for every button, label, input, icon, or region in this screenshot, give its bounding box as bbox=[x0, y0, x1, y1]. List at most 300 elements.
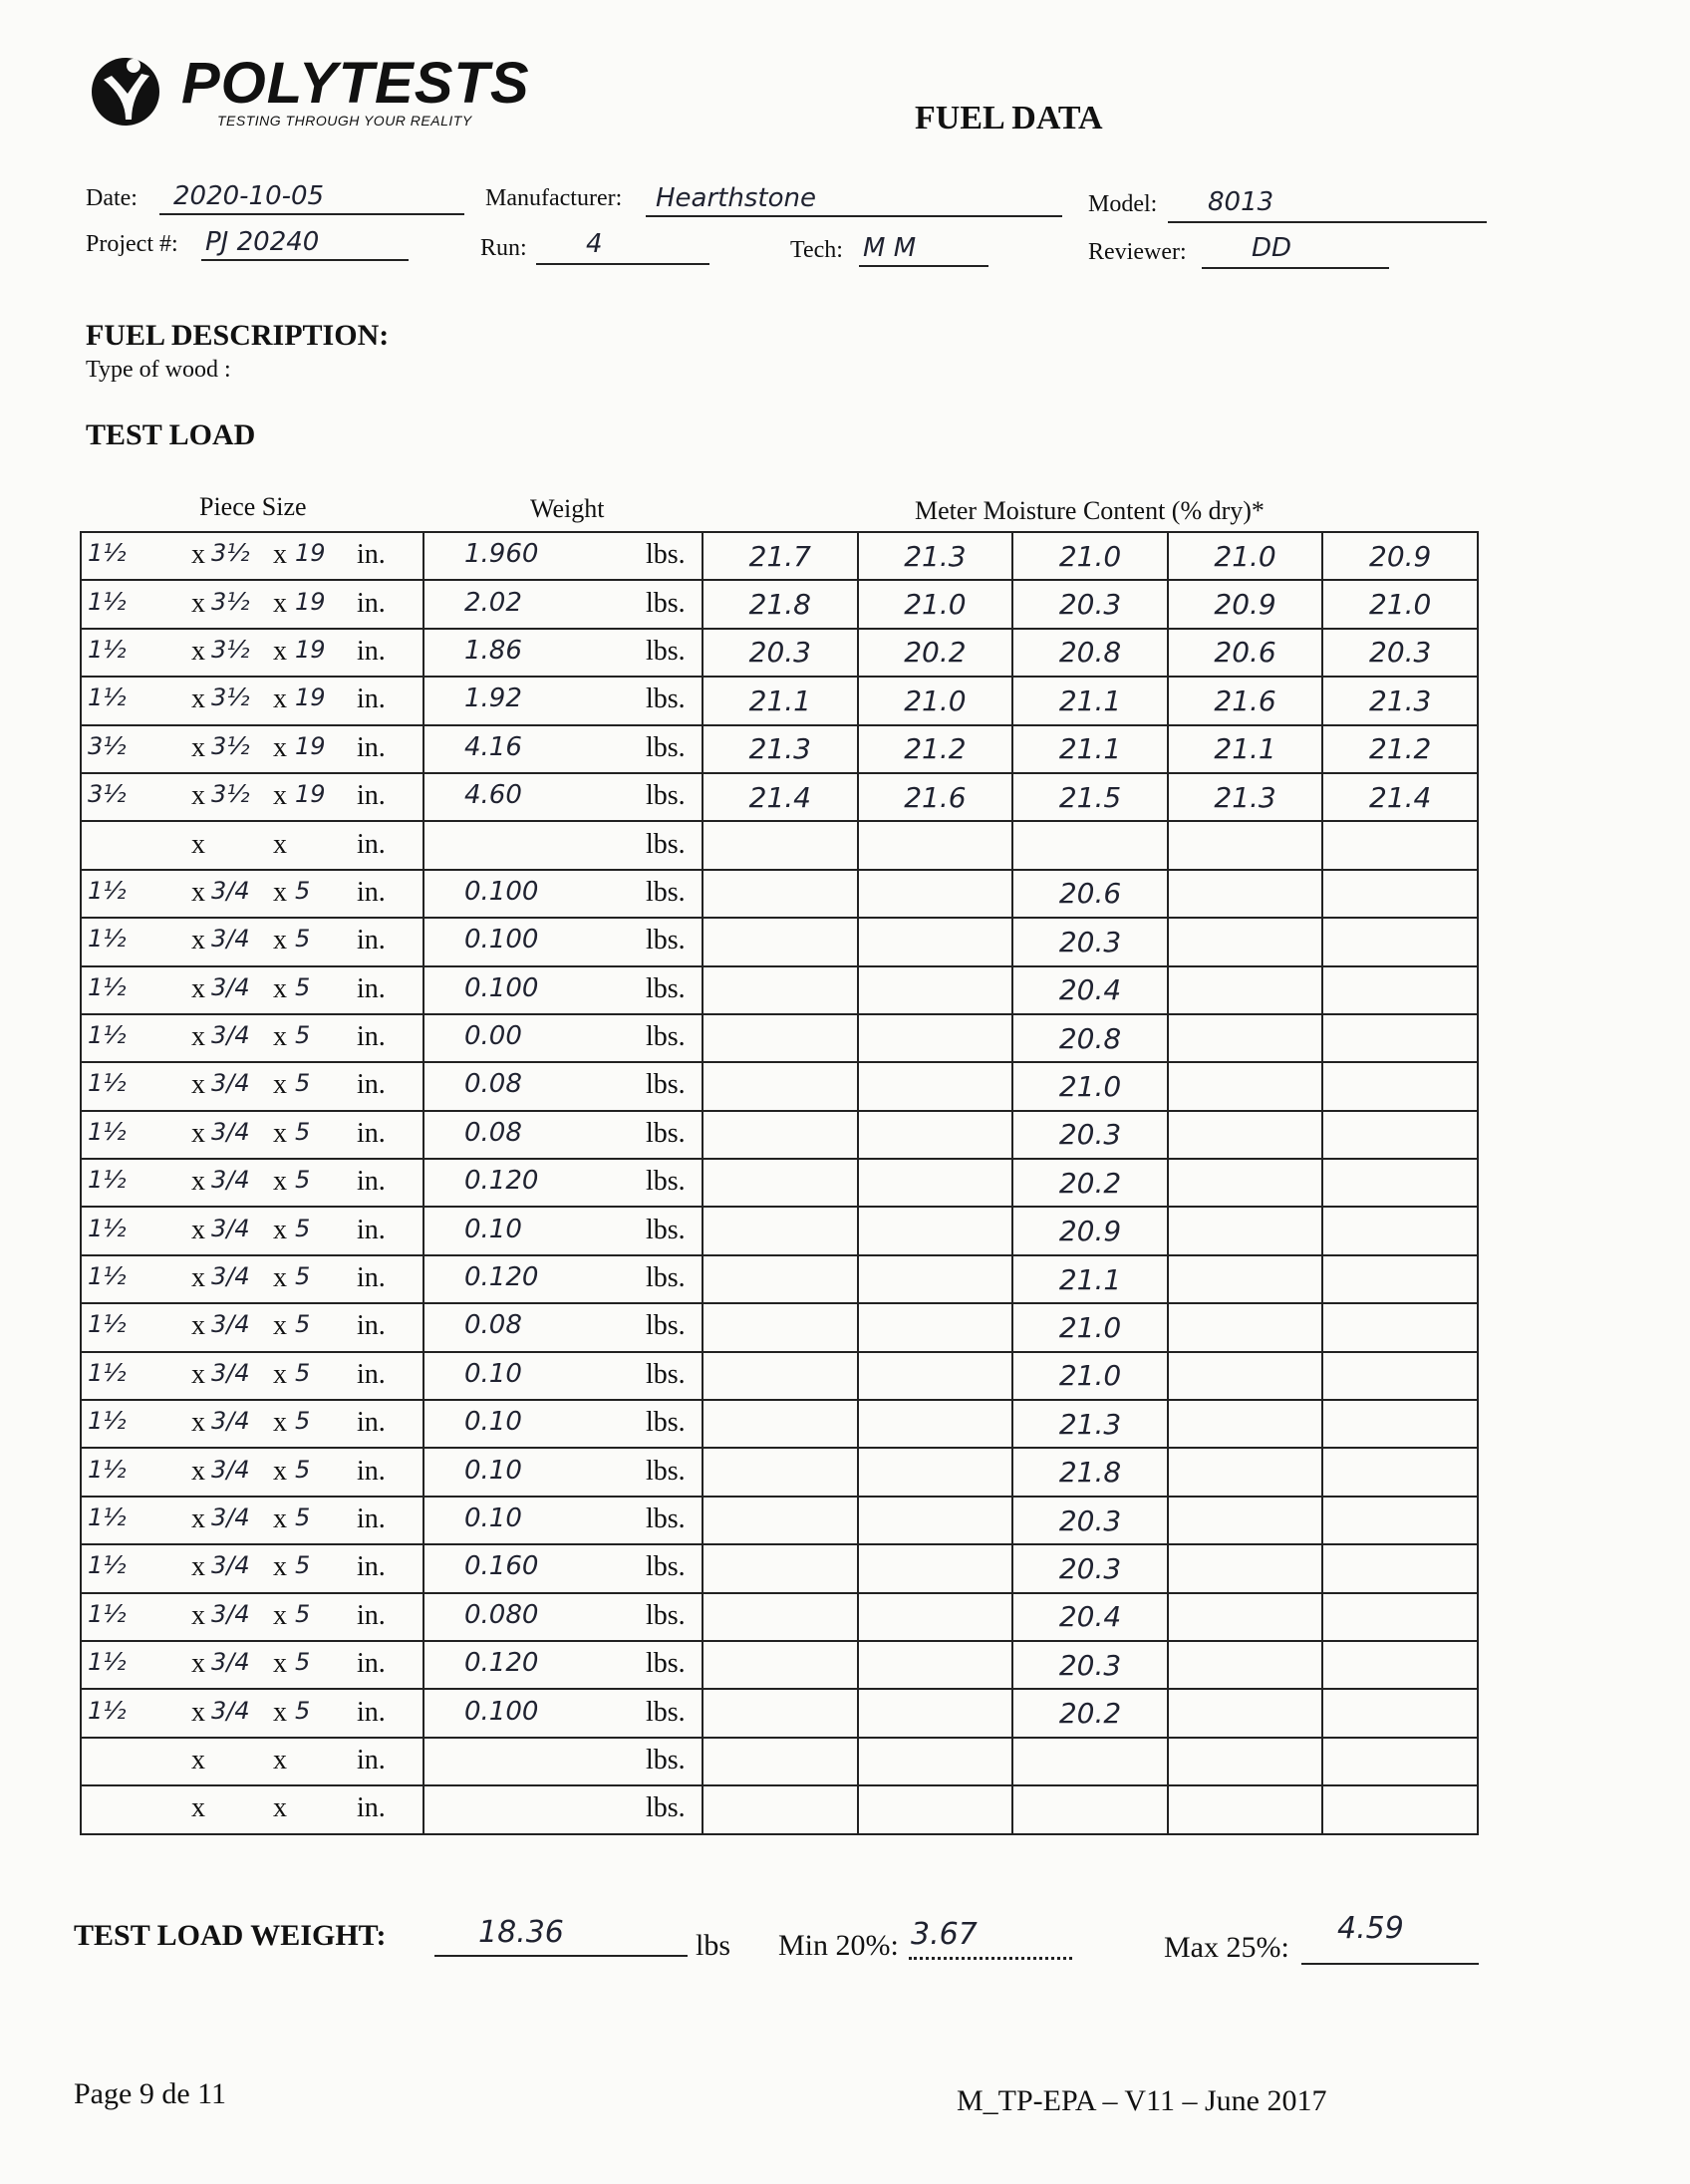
piece-thickness: 1½ bbox=[88, 1358, 127, 1387]
weight-cell[interactable] bbox=[423, 1062, 703, 1110]
piece-size-cell[interactable] bbox=[81, 1062, 423, 1110]
moisture-reading-1[interactable] bbox=[703, 1593, 858, 1641]
piece-thickness: 1½ bbox=[88, 1551, 127, 1580]
times-sign: x bbox=[273, 1648, 287, 1680]
times-sign: x bbox=[191, 1407, 205, 1439]
weight-cell[interactable] bbox=[423, 1785, 703, 1833]
moisture-reading-4[interactable] bbox=[1168, 1641, 1323, 1689]
times-sign: x bbox=[191, 1262, 205, 1294]
piece-size-cell[interactable] bbox=[81, 532, 423, 580]
table-row bbox=[81, 1400, 1478, 1448]
times-sign: x bbox=[191, 780, 205, 812]
run-value: 4 bbox=[586, 229, 603, 259]
times-sign: x bbox=[191, 1069, 205, 1101]
moisture-reading-1[interactable] bbox=[703, 1111, 858, 1159]
moisture-reading-4[interactable] bbox=[1168, 1111, 1323, 1159]
lbs-unit: lbs. bbox=[646, 1407, 686, 1439]
moisture-reading-1[interactable] bbox=[703, 1014, 858, 1062]
moisture-reading-5[interactable] bbox=[1322, 1255, 1478, 1303]
moisture-reading-4[interactable] bbox=[1168, 1255, 1323, 1303]
piece-size-cell[interactable] bbox=[81, 1111, 423, 1159]
moisture-reading-3[interactable]: 20.3 bbox=[1012, 1544, 1168, 1592]
times-sign: x bbox=[191, 1021, 205, 1053]
moisture-reading-2[interactable] bbox=[858, 1689, 1013, 1737]
max-25-field[interactable] bbox=[1301, 1911, 1479, 1965]
moisture-reading-3[interactable]: 20.4 bbox=[1012, 966, 1168, 1014]
moisture-reading-1[interactable]: 21.7 bbox=[703, 532, 858, 580]
piece-size-cell[interactable] bbox=[81, 1159, 423, 1207]
piece-size-cell[interactable] bbox=[81, 1641, 423, 1689]
weight-cell[interactable] bbox=[423, 1497, 703, 1544]
piece-size-header: Piece Size bbox=[199, 492, 307, 521]
table-row bbox=[81, 870, 1478, 918]
weight-cell[interactable] bbox=[423, 1738, 703, 1785]
lbs-unit: lbs. bbox=[646, 1358, 686, 1390]
times-sign: x bbox=[191, 1648, 205, 1680]
weight-cell[interactable] bbox=[423, 725, 703, 773]
manufacturer-value: Hearthstone bbox=[656, 183, 816, 213]
moisture-reading-1[interactable] bbox=[703, 1641, 858, 1689]
moisture-reading-5[interactable] bbox=[1322, 1352, 1478, 1400]
piece-size-cell[interactable] bbox=[81, 1497, 423, 1544]
inch-unit: in. bbox=[357, 587, 386, 619]
inch-unit: in. bbox=[357, 1503, 386, 1534]
moisture-reading-1[interactable] bbox=[703, 1159, 858, 1207]
moisture-reading-3[interactable] bbox=[1012, 1738, 1168, 1785]
piece-thickness: 1½ bbox=[88, 1407, 127, 1436]
moisture-reading-1[interactable]: 20.3 bbox=[703, 629, 858, 677]
moisture-reading-5[interactable] bbox=[1322, 1111, 1478, 1159]
moisture-reading-1[interactable] bbox=[703, 1689, 858, 1737]
times-sign: x bbox=[273, 1599, 287, 1631]
weight-value: 0.10 bbox=[464, 1214, 522, 1244]
moisture-reading-2[interactable] bbox=[858, 1111, 1013, 1159]
moisture-reading-4[interactable]: 21.6 bbox=[1168, 677, 1323, 724]
moisture-reading-4[interactable] bbox=[1168, 1062, 1323, 1110]
moisture-reading-5[interactable] bbox=[1322, 1159, 1478, 1207]
table-row bbox=[81, 1689, 1478, 1737]
times-sign: x bbox=[273, 1696, 287, 1728]
weight-cell[interactable] bbox=[423, 1255, 703, 1303]
moisture-reading-4[interactable] bbox=[1168, 870, 1323, 918]
test-load-weight-field[interactable] bbox=[434, 1915, 688, 1957]
piece-width: 3/4 bbox=[211, 1648, 250, 1677]
lbs-unit: lbs. bbox=[646, 1021, 686, 1053]
inch-unit: in. bbox=[357, 1069, 386, 1101]
inch-unit: in. bbox=[357, 539, 386, 571]
weight-cell[interactable] bbox=[423, 677, 703, 724]
moisture-reading-4[interactable] bbox=[1168, 821, 1323, 869]
moisture-reading-3[interactable]: 20.2 bbox=[1012, 1689, 1168, 1737]
inch-unit: in. bbox=[357, 1792, 386, 1824]
moisture-reading-3[interactable]: 21.1 bbox=[1012, 677, 1168, 724]
moisture-reading-4[interactable]: 20.9 bbox=[1168, 580, 1323, 628]
tech-field[interactable] bbox=[859, 231, 988, 267]
moisture-reading-1[interactable] bbox=[703, 918, 858, 965]
piece-thickness: 3½ bbox=[88, 731, 127, 760]
moisture-reading-1[interactable] bbox=[703, 1255, 858, 1303]
moisture-reading-2[interactable] bbox=[858, 1497, 1013, 1544]
piece-length: 5 bbox=[295, 876, 311, 905]
weight-cell[interactable] bbox=[423, 1159, 703, 1207]
times-sign: x bbox=[191, 1551, 205, 1583]
moisture-reading-1[interactable] bbox=[703, 870, 858, 918]
moisture-reading-3[interactable] bbox=[1012, 821, 1168, 869]
moisture-reading-1[interactable] bbox=[703, 1544, 858, 1592]
moisture-reading-5[interactable]: 21.4 bbox=[1322, 773, 1478, 821]
moisture-reading-4[interactable] bbox=[1168, 1207, 1323, 1254]
lbs-unit: lbs. bbox=[646, 925, 686, 956]
weight-value: 0.08 bbox=[464, 1117, 522, 1148]
inch-unit: in. bbox=[357, 1455, 386, 1487]
moisture-reading-4[interactable]: 21.3 bbox=[1168, 773, 1323, 821]
times-sign: x bbox=[191, 1166, 205, 1198]
moisture-reading-3[interactable]: 21.0 bbox=[1012, 1062, 1168, 1110]
min-20-label: Min 20%: bbox=[778, 1929, 899, 1962]
moisture-reading-4[interactable] bbox=[1168, 1544, 1323, 1592]
moisture-reading-5[interactable] bbox=[1322, 1738, 1478, 1785]
moisture-reading-2[interactable] bbox=[858, 1062, 1013, 1110]
moisture-reading-4[interactable] bbox=[1168, 1014, 1323, 1062]
weight-cell[interactable] bbox=[423, 1641, 703, 1689]
weight-cell[interactable] bbox=[423, 1303, 703, 1351]
test-load-weight-value: 18.36 bbox=[478, 1915, 564, 1950]
moisture-reading-5[interactable] bbox=[1322, 1689, 1478, 1737]
piece-size-cell[interactable] bbox=[81, 1544, 423, 1592]
moisture-reading-2[interactable] bbox=[858, 1303, 1013, 1351]
moisture-reading-2[interactable] bbox=[858, 870, 1013, 918]
moisture-reading-3[interactable]: 21.8 bbox=[1012, 1448, 1168, 1496]
times-sign: x bbox=[191, 1358, 205, 1390]
moisture-reading-2[interactable] bbox=[858, 1593, 1013, 1641]
moisture-reading-2[interactable]: 21.2 bbox=[858, 725, 1013, 773]
piece-size-cell[interactable] bbox=[81, 1207, 423, 1254]
moisture-reading-5[interactable] bbox=[1322, 1593, 1478, 1641]
inch-unit: in. bbox=[357, 1214, 386, 1245]
moisture-reading-4[interactable]: 21.1 bbox=[1168, 725, 1323, 773]
moisture-reading-5[interactable]: 21.3 bbox=[1322, 677, 1478, 724]
piece-size-cell[interactable] bbox=[81, 1255, 423, 1303]
weight-cell[interactable] bbox=[423, 870, 703, 918]
moisture-reading-3[interactable]: 20.3 bbox=[1012, 1641, 1168, 1689]
moisture-reading-2[interactable] bbox=[858, 966, 1013, 1014]
moisture-reading-5[interactable] bbox=[1322, 1014, 1478, 1062]
piece-width: 3/4 bbox=[211, 1021, 250, 1050]
inch-unit: in. bbox=[357, 1599, 386, 1631]
weight-cell[interactable] bbox=[423, 1014, 703, 1062]
moisture-reading-2[interactable] bbox=[858, 1159, 1013, 1207]
piece-length: 5 bbox=[295, 1696, 311, 1725]
weight-cell[interactable] bbox=[423, 580, 703, 628]
moisture-reading-2[interactable] bbox=[858, 1207, 1013, 1254]
piece-width: 3/4 bbox=[211, 1551, 250, 1580]
moisture-reading-3[interactable]: 20.3 bbox=[1012, 918, 1168, 965]
moisture-reading-5[interactable] bbox=[1322, 1303, 1478, 1351]
times-sign: x bbox=[273, 1407, 287, 1439]
times-sign: x bbox=[273, 780, 287, 812]
moisture-reading-4[interactable] bbox=[1168, 1448, 1323, 1496]
piece-length: 5 bbox=[295, 972, 311, 1001]
moisture-reading-2[interactable] bbox=[858, 1785, 1013, 1833]
piece-length: 5 bbox=[295, 1358, 311, 1387]
moisture-reading-2[interactable] bbox=[858, 1448, 1013, 1496]
weight-cell[interactable] bbox=[423, 1689, 703, 1737]
piece-thickness: 1½ bbox=[88, 635, 127, 664]
moisture-reading-5[interactable] bbox=[1322, 1062, 1478, 1110]
date-field[interactable] bbox=[159, 179, 464, 215]
moisture-reading-4[interactable] bbox=[1168, 1785, 1323, 1833]
moisture-reading-1[interactable]: 21.1 bbox=[703, 677, 858, 724]
lbs-unit: lbs. bbox=[646, 1262, 686, 1294]
piece-size-cell[interactable] bbox=[81, 1448, 423, 1496]
times-sign: x bbox=[191, 1696, 205, 1728]
weight-cell[interactable] bbox=[423, 1207, 703, 1254]
moisture-reading-2[interactable] bbox=[858, 1014, 1013, 1062]
moisture-reading-1[interactable] bbox=[703, 1062, 858, 1110]
moisture-reading-3[interactable]: 21.1 bbox=[1012, 725, 1168, 773]
moisture-reading-4[interactable] bbox=[1168, 1400, 1323, 1448]
moisture-reading-3[interactable]: 21.3 bbox=[1012, 1400, 1168, 1448]
moisture-reading-5[interactable]: 21.0 bbox=[1322, 580, 1478, 628]
weight-cell[interactable] bbox=[423, 1593, 703, 1641]
project-field[interactable] bbox=[201, 225, 409, 261]
piece-size-cell[interactable] bbox=[81, 1303, 423, 1351]
moisture-reading-3[interactable]: 20.6 bbox=[1012, 870, 1168, 918]
moisture-reading-5[interactable] bbox=[1322, 1785, 1478, 1833]
piece-size-cell[interactable] bbox=[81, 870, 423, 918]
piece-size-cell[interactable] bbox=[81, 773, 423, 821]
times-sign: x bbox=[273, 1117, 287, 1149]
moisture-reading-4[interactable] bbox=[1168, 1689, 1323, 1737]
moisture-reading-2[interactable]: 20.2 bbox=[858, 629, 1013, 677]
lbs-unit: lbs. bbox=[646, 587, 686, 619]
moisture-reading-3[interactable]: 20.2 bbox=[1012, 1159, 1168, 1207]
moisture-reading-1[interactable]: 21.8 bbox=[703, 580, 858, 628]
table-row bbox=[81, 1207, 1478, 1254]
moisture-reading-4[interactable]: 20.6 bbox=[1168, 629, 1323, 677]
times-sign: x bbox=[273, 539, 287, 571]
weight-cell[interactable] bbox=[423, 1400, 703, 1448]
moisture-reading-5[interactable] bbox=[1322, 1207, 1478, 1254]
moisture-reading-2[interactable] bbox=[858, 1641, 1013, 1689]
moisture-reading-2[interactable] bbox=[858, 1255, 1013, 1303]
moisture-reading-1[interactable] bbox=[703, 1785, 858, 1833]
inch-unit: in. bbox=[357, 683, 386, 715]
moisture-reading-5[interactable] bbox=[1322, 821, 1478, 869]
inch-unit: in. bbox=[357, 1696, 386, 1728]
inch-unit: in. bbox=[357, 1117, 386, 1149]
moisture-reading-1[interactable] bbox=[703, 821, 858, 869]
weight-cell[interactable] bbox=[423, 918, 703, 965]
lbs-unit: lbs. bbox=[646, 828, 686, 860]
piece-width: 3½ bbox=[211, 587, 250, 616]
moisture-reading-5[interactable]: 20.9 bbox=[1322, 532, 1478, 580]
moisture-reading-1[interactable] bbox=[703, 1448, 858, 1496]
piece-size-cell[interactable] bbox=[81, 1738, 423, 1785]
moisture-reading-1[interactable] bbox=[703, 1497, 858, 1544]
moisture-reading-2[interactable]: 21.0 bbox=[858, 677, 1013, 724]
table-row bbox=[81, 677, 1478, 724]
moisture-reading-2[interactable]: 21.6 bbox=[858, 773, 1013, 821]
piece-thickness: 1½ bbox=[88, 1599, 127, 1628]
run-label: Run: bbox=[480, 235, 527, 261]
moisture-reading-1[interactable]: 21.4 bbox=[703, 773, 858, 821]
weight-cell[interactable] bbox=[423, 1352, 703, 1400]
piece-size-cell[interactable] bbox=[81, 1014, 423, 1062]
piece-size-cell[interactable] bbox=[81, 966, 423, 1014]
weight-cell[interactable] bbox=[423, 629, 703, 677]
piece-size-cell[interactable] bbox=[81, 677, 423, 724]
moisture-reading-5[interactable] bbox=[1322, 966, 1478, 1014]
type-of-wood-label: Type of wood : bbox=[86, 357, 231, 383]
weight-cell[interactable] bbox=[423, 1448, 703, 1496]
moisture-reading-5[interactable] bbox=[1322, 1448, 1478, 1496]
run-field[interactable] bbox=[536, 229, 709, 265]
moisture-reading-1[interactable] bbox=[703, 1400, 858, 1448]
table-row bbox=[81, 725, 1478, 773]
lbs-unit: lbs. bbox=[646, 635, 686, 667]
moisture-reading-1[interactable]: 21.3 bbox=[703, 725, 858, 773]
moisture-reading-2[interactable]: 21.3 bbox=[858, 532, 1013, 580]
moisture-reading-5[interactable]: 20.3 bbox=[1322, 629, 1478, 677]
piece-size-cell[interactable] bbox=[81, 918, 423, 965]
test-load-weight-unit: lbs bbox=[696, 1929, 731, 1962]
moisture-reading-1[interactable] bbox=[703, 1738, 858, 1785]
weight-value: 0.160 bbox=[464, 1551, 539, 1582]
piece-thickness: 1½ bbox=[88, 1117, 127, 1146]
times-sign: x bbox=[273, 1358, 287, 1390]
moisture-reading-3[interactable]: 21.0 bbox=[1012, 532, 1168, 580]
table-row bbox=[81, 532, 1478, 580]
moisture-reading-4[interactable]: 21.0 bbox=[1168, 532, 1323, 580]
piece-size-cell[interactable] bbox=[81, 629, 423, 677]
weight-value: 2.02 bbox=[464, 587, 522, 618]
times-sign: x bbox=[273, 1455, 287, 1487]
moisture-reading-3[interactable]: 21.0 bbox=[1012, 1352, 1168, 1400]
piece-length: 5 bbox=[295, 1551, 311, 1580]
moisture-reading-4[interactable] bbox=[1168, 1593, 1323, 1641]
weight-cell[interactable] bbox=[423, 966, 703, 1014]
moisture-reading-4[interactable] bbox=[1168, 1159, 1323, 1207]
moisture-reading-5[interactable]: 21.2 bbox=[1322, 725, 1478, 773]
weight-cell[interactable] bbox=[423, 1544, 703, 1592]
piece-size-cell[interactable] bbox=[81, 1689, 423, 1737]
lbs-unit: lbs. bbox=[646, 1214, 686, 1245]
moisture-reading-2[interactable] bbox=[858, 1544, 1013, 1592]
model-label: Model: bbox=[1088, 191, 1158, 217]
min-20-field[interactable] bbox=[909, 1917, 1072, 1960]
weight-cell[interactable] bbox=[423, 532, 703, 580]
weight-cell[interactable] bbox=[423, 773, 703, 821]
moisture-reading-2[interactable]: 21.0 bbox=[858, 580, 1013, 628]
test-load-heading: TEST LOAD bbox=[86, 418, 256, 451]
times-sign: x bbox=[273, 1021, 287, 1053]
model-field[interactable] bbox=[1168, 187, 1487, 223]
piece-thickness: 1½ bbox=[88, 1696, 127, 1725]
moisture-reading-3[interactable]: 20.4 bbox=[1012, 1593, 1168, 1641]
weight-cell[interactable] bbox=[423, 821, 703, 869]
moisture-reading-3[interactable]: 21.5 bbox=[1012, 773, 1168, 821]
piece-width: 3/4 bbox=[211, 1599, 250, 1628]
piece-thickness: 1½ bbox=[88, 1069, 127, 1098]
moisture-reading-4[interactable] bbox=[1168, 918, 1323, 965]
moisture-reading-4[interactable] bbox=[1168, 1738, 1323, 1785]
piece-width: 3/4 bbox=[211, 1503, 250, 1531]
document-id: M_TP-EPA – V11 – June 2017 bbox=[957, 2084, 1327, 2117]
piece-size-cell[interactable] bbox=[81, 821, 423, 869]
reviewer-label: Reviewer: bbox=[1088, 239, 1187, 265]
page-title: FUEL DATA bbox=[915, 100, 1103, 136]
moisture-reading-2[interactable] bbox=[858, 821, 1013, 869]
piece-thickness: 1½ bbox=[88, 972, 127, 1001]
moisture-reading-3[interactable]: 20.8 bbox=[1012, 1014, 1168, 1062]
piece-length: 5 bbox=[295, 925, 311, 954]
moisture-reading-4[interactable] bbox=[1168, 966, 1323, 1014]
moisture-reading-3[interactable]: 21.0 bbox=[1012, 1303, 1168, 1351]
moisture-reading-1[interactable] bbox=[703, 1303, 858, 1351]
times-sign: x bbox=[191, 635, 205, 667]
piece-size-cell[interactable] bbox=[81, 1785, 423, 1833]
moisture-reading-4[interactable] bbox=[1168, 1352, 1323, 1400]
moisture-reading-3[interactable]: 20.8 bbox=[1012, 629, 1168, 677]
piece-size-cell[interactable] bbox=[81, 1593, 423, 1641]
piece-size-cell[interactable] bbox=[81, 725, 423, 773]
times-sign: x bbox=[191, 1792, 205, 1824]
table-row bbox=[81, 1062, 1478, 1110]
weight-value: 0.10 bbox=[464, 1358, 522, 1389]
moisture-reading-3[interactable] bbox=[1012, 1785, 1168, 1833]
times-sign: x bbox=[191, 1455, 205, 1487]
moisture-reading-4[interactable] bbox=[1168, 1497, 1323, 1544]
moisture-reading-3[interactable]: 21.1 bbox=[1012, 1255, 1168, 1303]
date-value: 2020-10-05 bbox=[173, 181, 325, 211]
moisture-reading-3[interactable]: 20.3 bbox=[1012, 1497, 1168, 1544]
moisture-reading-2[interactable] bbox=[858, 1738, 1013, 1785]
moisture-reading-2[interactable] bbox=[858, 1352, 1013, 1400]
lbs-unit: lbs. bbox=[646, 972, 686, 1004]
moisture-reading-4[interactable] bbox=[1168, 1303, 1323, 1351]
weight-cell[interactable] bbox=[423, 1111, 703, 1159]
piece-width: 3/4 bbox=[211, 876, 250, 905]
piece-size-cell[interactable] bbox=[81, 1352, 423, 1400]
moisture-reading-5[interactable] bbox=[1322, 1641, 1478, 1689]
moisture-reading-3[interactable]: 20.9 bbox=[1012, 1207, 1168, 1254]
piece-width: 3½ bbox=[211, 539, 250, 568]
moisture-reading-1[interactable] bbox=[703, 1207, 858, 1254]
moisture-reading-5[interactable] bbox=[1322, 1544, 1478, 1592]
moisture-reading-5[interactable] bbox=[1322, 1400, 1478, 1448]
piece-length: 19 bbox=[295, 635, 326, 664]
reviewer-field[interactable] bbox=[1202, 233, 1389, 269]
lbs-unit: lbs. bbox=[646, 1117, 686, 1149]
manufacturer-field[interactable] bbox=[646, 181, 1062, 217]
weight-value: 0.080 bbox=[464, 1599, 539, 1630]
moisture-reading-1[interactable] bbox=[703, 966, 858, 1014]
piece-width: 3/4 bbox=[211, 1455, 250, 1484]
moisture-reading-1[interactable] bbox=[703, 1352, 858, 1400]
moisture-reading-3[interactable]: 20.3 bbox=[1012, 1111, 1168, 1159]
inch-unit: in. bbox=[357, 1166, 386, 1198]
moisture-reading-5[interactable] bbox=[1322, 870, 1478, 918]
moisture-reading-5[interactable] bbox=[1322, 918, 1478, 965]
times-sign: x bbox=[191, 828, 205, 860]
moisture-reading-2[interactable] bbox=[858, 1400, 1013, 1448]
moisture-reading-3[interactable]: 20.3 bbox=[1012, 580, 1168, 628]
piece-size-cell[interactable] bbox=[81, 580, 423, 628]
moisture-reading-2[interactable] bbox=[858, 918, 1013, 965]
piece-size-cell[interactable] bbox=[81, 1400, 423, 1448]
moisture-reading-5[interactable] bbox=[1322, 1497, 1478, 1544]
